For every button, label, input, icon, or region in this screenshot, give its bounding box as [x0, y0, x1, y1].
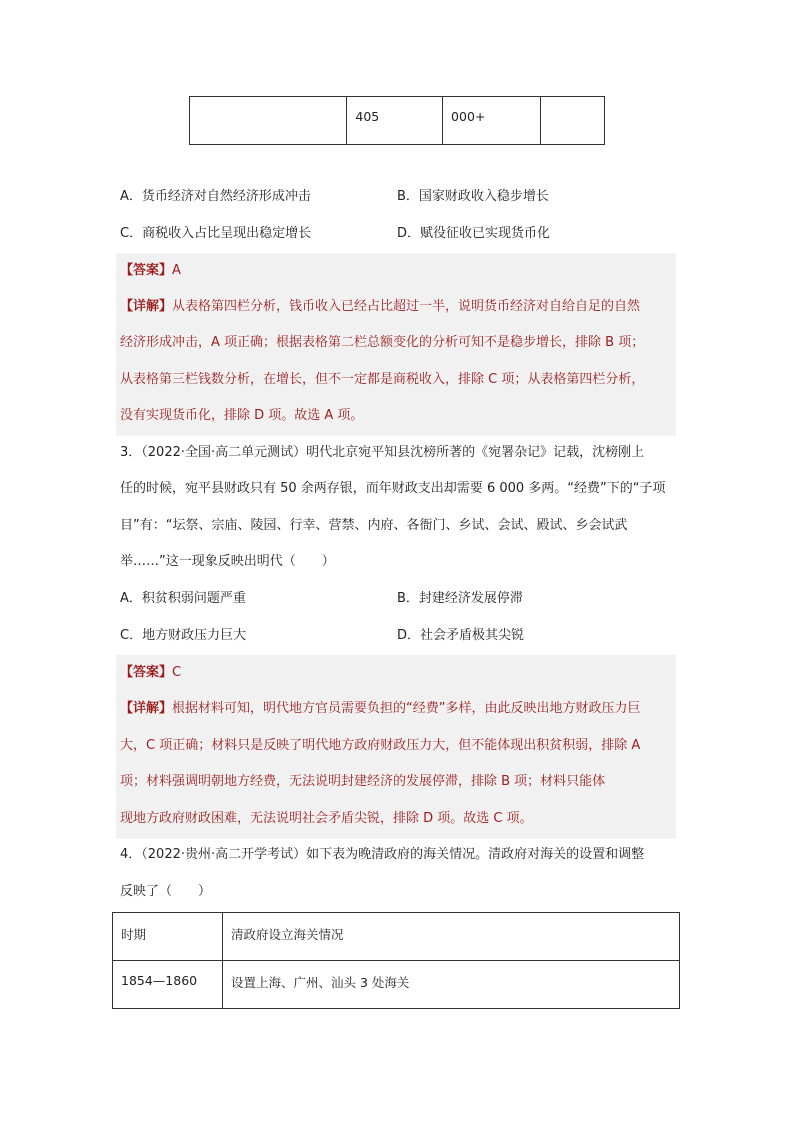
- q2-detail-line: 经济形成冲击，A 项正确；根据表格第二栏总额变化的分析可知不是稳步增长，排除 B 项；: [120, 335, 645, 350]
- q3-stem-line: 举……”这一现象反映出明代（ ）: [120, 554, 335, 569]
- q3-detail-line: 【详解】根据材料可知，明代地方官员需要负担的“经费”多样，由此反映出地方财政压力巨: [120, 701, 641, 716]
- answer-label: 【答案】: [120, 263, 173, 278]
- detail-label: 【详解】: [120, 299, 173, 314]
- q3-stem-line: 任的时候，宛平县财政只有 50 余两存银，而年财政支出却需要 6 000 多两。“经费”下的“子项: [120, 481, 666, 496]
- q2-detail-line: 从表格第三栏钱数分析，在增长，但不一定都是商税收入，排除 C 项；从表格第四栏分析，: [120, 372, 645, 387]
- q3-stem-line: 3．（2022·全国·高二单元测试）明代北京宛平知县沈榜所著的《宛署杂记》记载，沈榜刚上: [120, 445, 645, 460]
- q3-stem-line: 目”有：“坛祭、宗庙、陵园、行幸、营禁、内府、各衙门、乡试、会试、殿试、乡会试武: [120, 518, 628, 533]
- q2-option-c: C．商税收入占比呈现出稳定增长: [120, 226, 312, 241]
- table-header-cell: 清政府设立海关情况: [223, 913, 680, 961]
- q2-option-d: D．赋役征收已实现货币化: [397, 226, 551, 241]
- top-table-cell: [190, 97, 347, 145]
- table-cell: 设置上海、广州、汕头 3 处海关: [223, 961, 680, 1009]
- q2-detail-line: 【详解】从表格第四栏分析，钱币收入已经占比超过一半，说明货币经济对自给自足的自然: [120, 299, 641, 314]
- table-header-cell: 时期: [113, 913, 223, 961]
- answer-label: 【答案】: [120, 665, 173, 680]
- q3-option-b: B．封建经济发展停滞: [397, 591, 523, 606]
- q3-detail-line: 项；材料强调明朝地方经费，无法说明封建经济的发展停滞，排除 B 项；材料只能体: [120, 774, 606, 789]
- answer-value: A: [172, 263, 181, 278]
- detail-label: 【详解】: [120, 701, 173, 716]
- top-table-cell: 405: [347, 97, 443, 145]
- q2-answer: [120, 259, 181, 278]
- q3-answer: [120, 661, 181, 680]
- top-table-cell: 000+: [443, 97, 541, 145]
- q2-detail-line: 没有实现货币化，排除 D 项。故选 A 项。: [120, 408, 364, 423]
- q2-option-b: B．国家财政收入稳步增长: [397, 189, 549, 204]
- top-table: [189, 96, 605, 145]
- q3-detail-line: 大，C 项正确；材料只是反映了明代地方政府财政压力大，但不能体现出积贫积弱，排除 A: [120, 738, 641, 753]
- top-table-cell: [540, 97, 604, 145]
- q3-option-d: D．社会矛盾极其尖锐: [397, 628, 525, 643]
- q3-detail-line: 现地方政府财政困难，无法说明社会矛盾尖锐，排除 D 项。故选 C 项。: [120, 811, 533, 826]
- q4-stem-line: 4．（2022·贵州·高二开学考试）如下表为晚清政府的海关情况。清政府对海关的设置和调整: [120, 847, 645, 862]
- table-cell: 1854—1860: [113, 961, 223, 1009]
- answer-value: C: [172, 665, 182, 680]
- q3-option-c: C．地方财政压力巨大: [120, 628, 247, 643]
- q4-stem-line: 反映了（ ）: [120, 884, 212, 899]
- q3-option-a: A．积贫积弱问题严重: [120, 591, 246, 606]
- q2-option-a: A．货币经济对自然经济形成冲击: [120, 189, 311, 204]
- q4-customs-table: [112, 912, 680, 1009]
- table-row: [113, 961, 680, 1009]
